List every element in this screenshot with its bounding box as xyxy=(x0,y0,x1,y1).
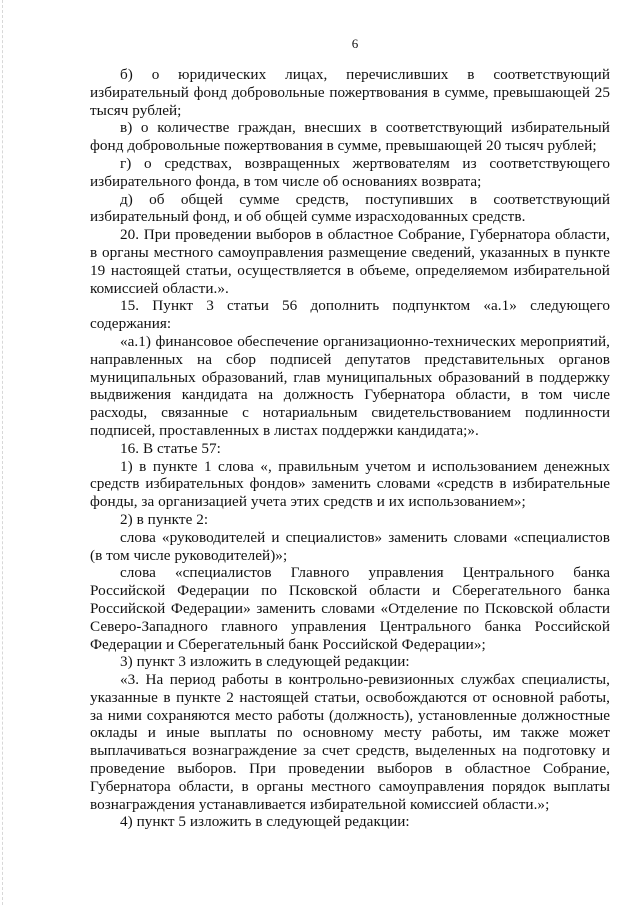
paragraph-16-2-words-1: слова «руководителей и специалистов» заменить словами «специалистов (в том числе руководителей)»; xyxy=(90,528,610,564)
paragraph-15: 15. Пункт 3 статьи 56 дополнить подпунктом «а.1» следующего содержания: xyxy=(90,297,610,333)
paragraph-20: 20. При проведении выборов в областное Собрание, Губернатора области, в органы местного самоуправления размещение сведений, указанных в пункте 19 настоящей статьи, осуществляется в объеме, определяемом избирательной комиссией области.». xyxy=(90,226,610,297)
paragraph-16-3-text: «3. На период работы в контрольно-ревизионных службах специалисты, указанные в пункте 2 настоящей статьи, освобождаются от основной работы, за ними сохраняются место работы (должность), установленные должностные оклады и иные выплаты по основному месту работы, им также может выплачиваться вознаграждение за счет средств, выделенных на подготовку и проведение выборов. При проведении выборов в областное Собрание, Губернатора области, в органы местного самоуправления порядок выплаты вознаграждения устанавливается избирательной комиссией области.»; xyxy=(90,671,610,813)
paragraph-16-3: 3) пункт 3 изложить в следующей редакции: xyxy=(120,653,410,671)
paragraph-d: д) об общей сумме средств, поступивших в соответствующий избирательный фонд, и об общей сумме израсходованных средств. xyxy=(90,190,610,226)
paragraph-16: 16. В статье 57: xyxy=(120,439,221,457)
paragraph-16-2-words-2: слова «специалистов Главного управления Центрального банка Российской Федерации по Псковской области и Сберегательного банка Российской Федерации» заменить словами «Отделение по Псковской области Северо-Западного главного управления Центрального банка Российской Федерации и Сберегательный банк Российской Федерации»; xyxy=(90,564,610,653)
page-number: 6 xyxy=(351,36,359,51)
paragraph-b: б) о юридических лицах, перечисливших в соответствующий избирательный фонд добровольные пожертвования в сумме, превышающей 25 тысяч рублей; xyxy=(90,66,610,119)
paragraph-16-2: 2) в пункте 2: xyxy=(120,510,209,528)
document-body xyxy=(90,66,610,831)
paragraph-16-4: 4) пункт 5 изложить в следующей редакции: xyxy=(120,813,410,831)
paragraph-16-1: 1) в пункте 1 слова «, правильным учетом и использованием денежных средств избирательных фондов» заменить словами «средств в избирательные фонды, за организацией учета этих средств и их использованием»; xyxy=(90,457,610,511)
paragraph-g: г) о средствах, возвращенных жертвователям из соответствующего избирательного фонда, в том числе об основаниях возврата; xyxy=(90,154,610,190)
paragraph-a1: «а.1) финансовое обеспечение организационно-технических мероприятий, направленных на сбор подписей депутатов представительных органов муниципальных образований, глав муниципальных образований в поддержку выдвижения кандидата на должность Губернатора области, в том числе расходы, связанные с нотариальным свидетельствованием подлинности подписей, проставленных в листах поддержки кандидата;». xyxy=(90,332,610,439)
paragraph-v: в) о количестве граждан, внесших в соответствующий избирательный фонд добровольные пожертвования в сумме, превышающей 20 тысяч рублей; xyxy=(90,119,610,155)
